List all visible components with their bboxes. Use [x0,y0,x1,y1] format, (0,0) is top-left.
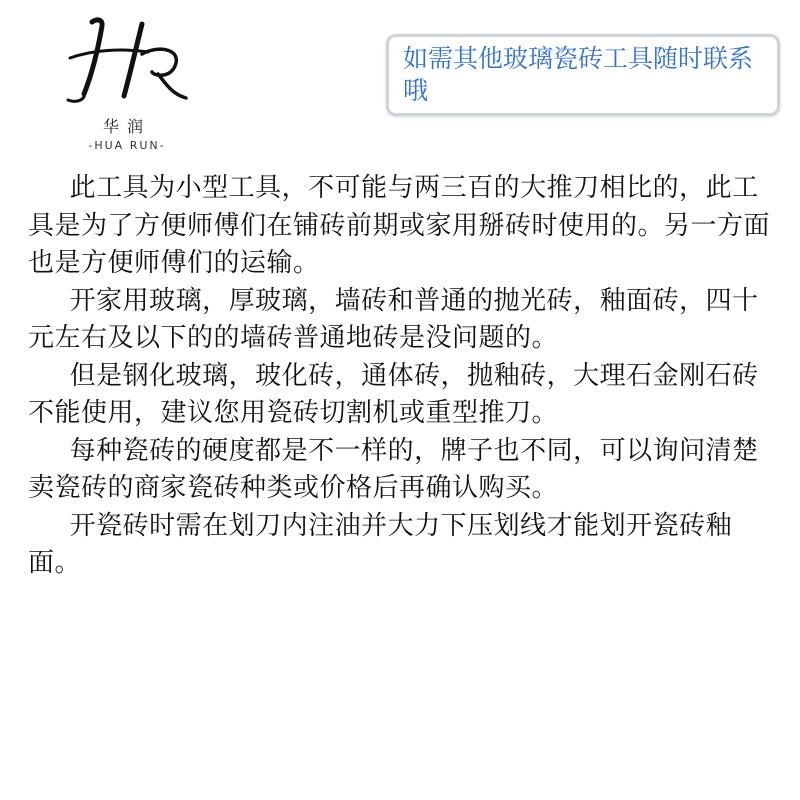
paragraph: 此工具为小型工具，不可能与两三百的大推刀相比的，此工具是为了方便师傅们在铺砖前期或家用掰砖时使用的。另一方面也是方便师傅们的运输。 [28,173,771,278]
hr-monogram-icon [62,14,192,110]
brand-logo [52,14,192,152]
paragraph: 每种瓷砖的硬度都是不一样的，牌子也不同，可以询问清楚卖瓷砖的商家瓷砖种类或价格后再确认购买。 [28,435,759,503]
product-description [28,170,778,583]
contact-callout-box [386,34,780,116]
paragraph: 开瓷砖时需在划刀内注油并大力下压划线才能划开瓷砖釉面。 [28,510,733,578]
paragraph: 但是钢化玻璃，玻化砖，通体砖，抛釉砖，大理石金刚石砖不能使用，建议您用瓷砖切割机或重型推刀。 [28,360,759,428]
brand-name-cn: 华润 [102,117,151,136]
paragraph: 开家用玻璃，厚玻璃，墙砖和普通的抛光砖，釉面砖，四十元左右及以下的的墙砖普通地砖是没问题的。 [28,285,759,353]
brand-name-en: -HUA RUN- [88,139,166,152]
callout-text: 如需其他玻璃瓷砖工具随时联系哦 [403,44,754,105]
